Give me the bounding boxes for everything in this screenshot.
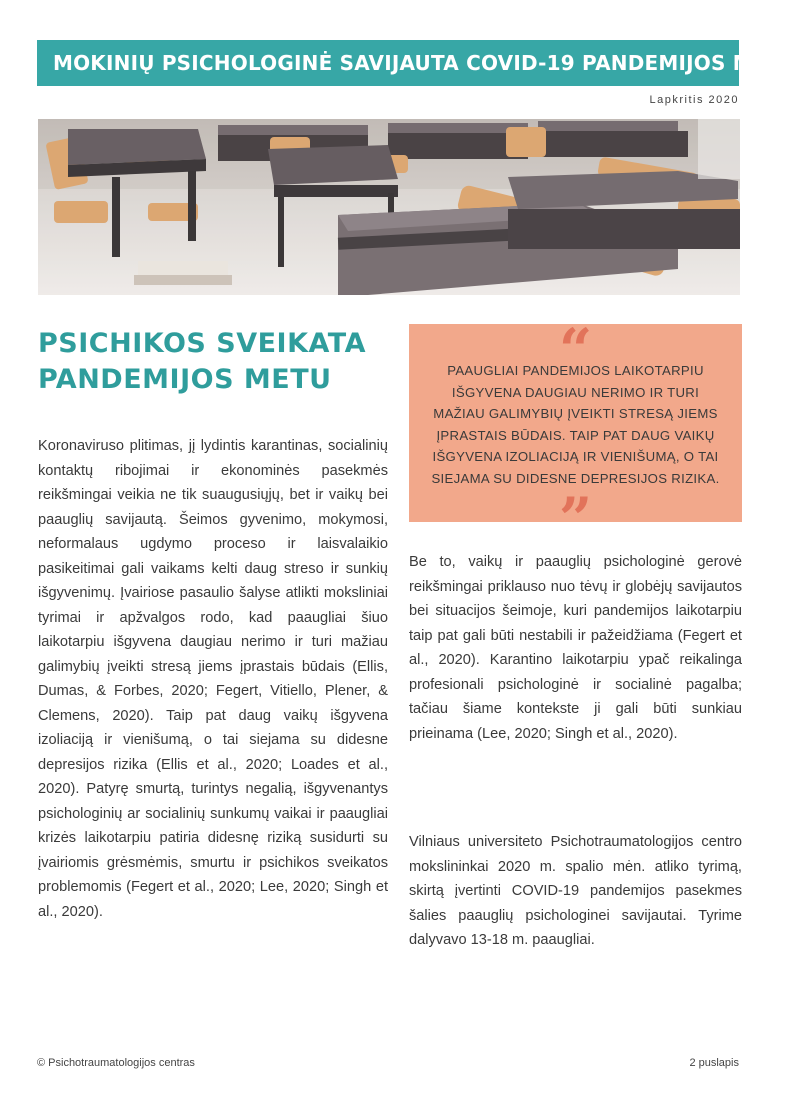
open-quote-icon: “ [558,316,593,384]
right-column-block1 [409,550,742,746]
left-column [38,434,388,924]
classroom-photo [38,119,740,295]
footer-page-number: 2 puslapis [689,1057,739,1069]
left-paragraph: Koronaviruso plitimas, jį lydintis karantinas, socialinių kontaktų ribojimai ir ekonominės pasekmės reikšmingai veikia ne tik suaugusiųjų, bet ir vaikų bei paauglių savijautą. Šeimos gyvenimo, mokymosi, neformalaus ugdymo proceso ir laisvalaikio pasikeitimai gali vaikams kelti daug streso ir sunkių išgyvenimų. Įvairiose pasaulio šalyse atlikti moksliniai tyrimai ir apžvalgos rodo, kad paaugliai šiuo laikotarpiu išgyvena daugiau nerimo ir turi mažiau galimybių įveikti stresą jiems įprastais būdais (Ellis, Dumas, & Forbes, 2020; Fegert, Vitiello, Plener, & Clemens, 2020). Taip pat daug vaikų išgyvena izoliaciją ir vienišumą, o tai siejama su didesne depresijos rizika (Ellis et al., 2020; Loades et al., 2020). Patyrę smurtą, turintys negalią, išgyvenantys psichologinių ar socialinių sunkumų vaikai ir paaugliai krizės laikotarpiu patiria didesnę riziką susidurti su įvairiomis grėsmėmis, smurtu ir psichikos sveikatos problemomis (Fegert et al., 2020; Lee, 2020; Singh et al., 2020). [38,438,388,920]
close-quote-icon: ” [558,485,593,553]
section-title [38,326,368,398]
pull-quote-text: PAAUGLIAI PANDEMIJOS LAIKOTARPIU IŠGYVENA DAUGIAU NERIMO IR TURI MAŽIAU GALIMYBIŲ ĮVEIKTI STRESĄ JIEMS ĮPRASTAIS BŪDAIS. TAIP PAT DAUG VAIKŲ IŠGYVENA IZOLIACIJĄ IR VIENIŠUMĄ, O TAI SIEJAMA SU DIDESNE DEPRESIJOS RIZIKA. [431,363,720,486]
right-paragraph-1: Be to, vaikų ir paauglių psichologinė gerovė reikšmingai priklauso nuo tėvų ir globėjų savijautos bei situacijos šeimoje, kuri pandemijos laikotarpiu taip pat gali būti nestabili ir pažeidžiama (Fegert et al., 2020). Karantino laikotarpiu ypač reikalinga profesionali psichologinė ir socialinė pagalba; tačiau šiame kontekste ji gali būti sunkiau prieinama (Lee, 2020; Singh et al., 2020). [409,554,742,742]
banner-title: MOKINIŲ PSICHOLOGINĖ SAVIJAUTA COVID-19 PANDEMIJOS METU [37,40,739,86]
right-paragraph-2: Vilniaus universiteto Psichotraumatologijos centro mokslininkai 2020 m. spalio mėn. atliko tyrimą, skirtą įvertinti COVID-19 pandemijos pasekmes šalies paauglių psichologinei savijautai. Tyrime dalyvavo 13-18 m. paaugliai. [409,834,742,948]
footer-copyright: © Psichotraumatologijos centras [37,1057,195,1069]
issue-date: Lapkritis 2020 [649,94,739,106]
section-title-line1: PSICHIKOS SVEIKATA [38,328,367,359]
right-column-block2 [409,830,742,953]
classroom-illustration [38,119,740,295]
section-title-line2: PANDEMIJOS METU [38,364,332,395]
pull-quote [409,316,742,553]
